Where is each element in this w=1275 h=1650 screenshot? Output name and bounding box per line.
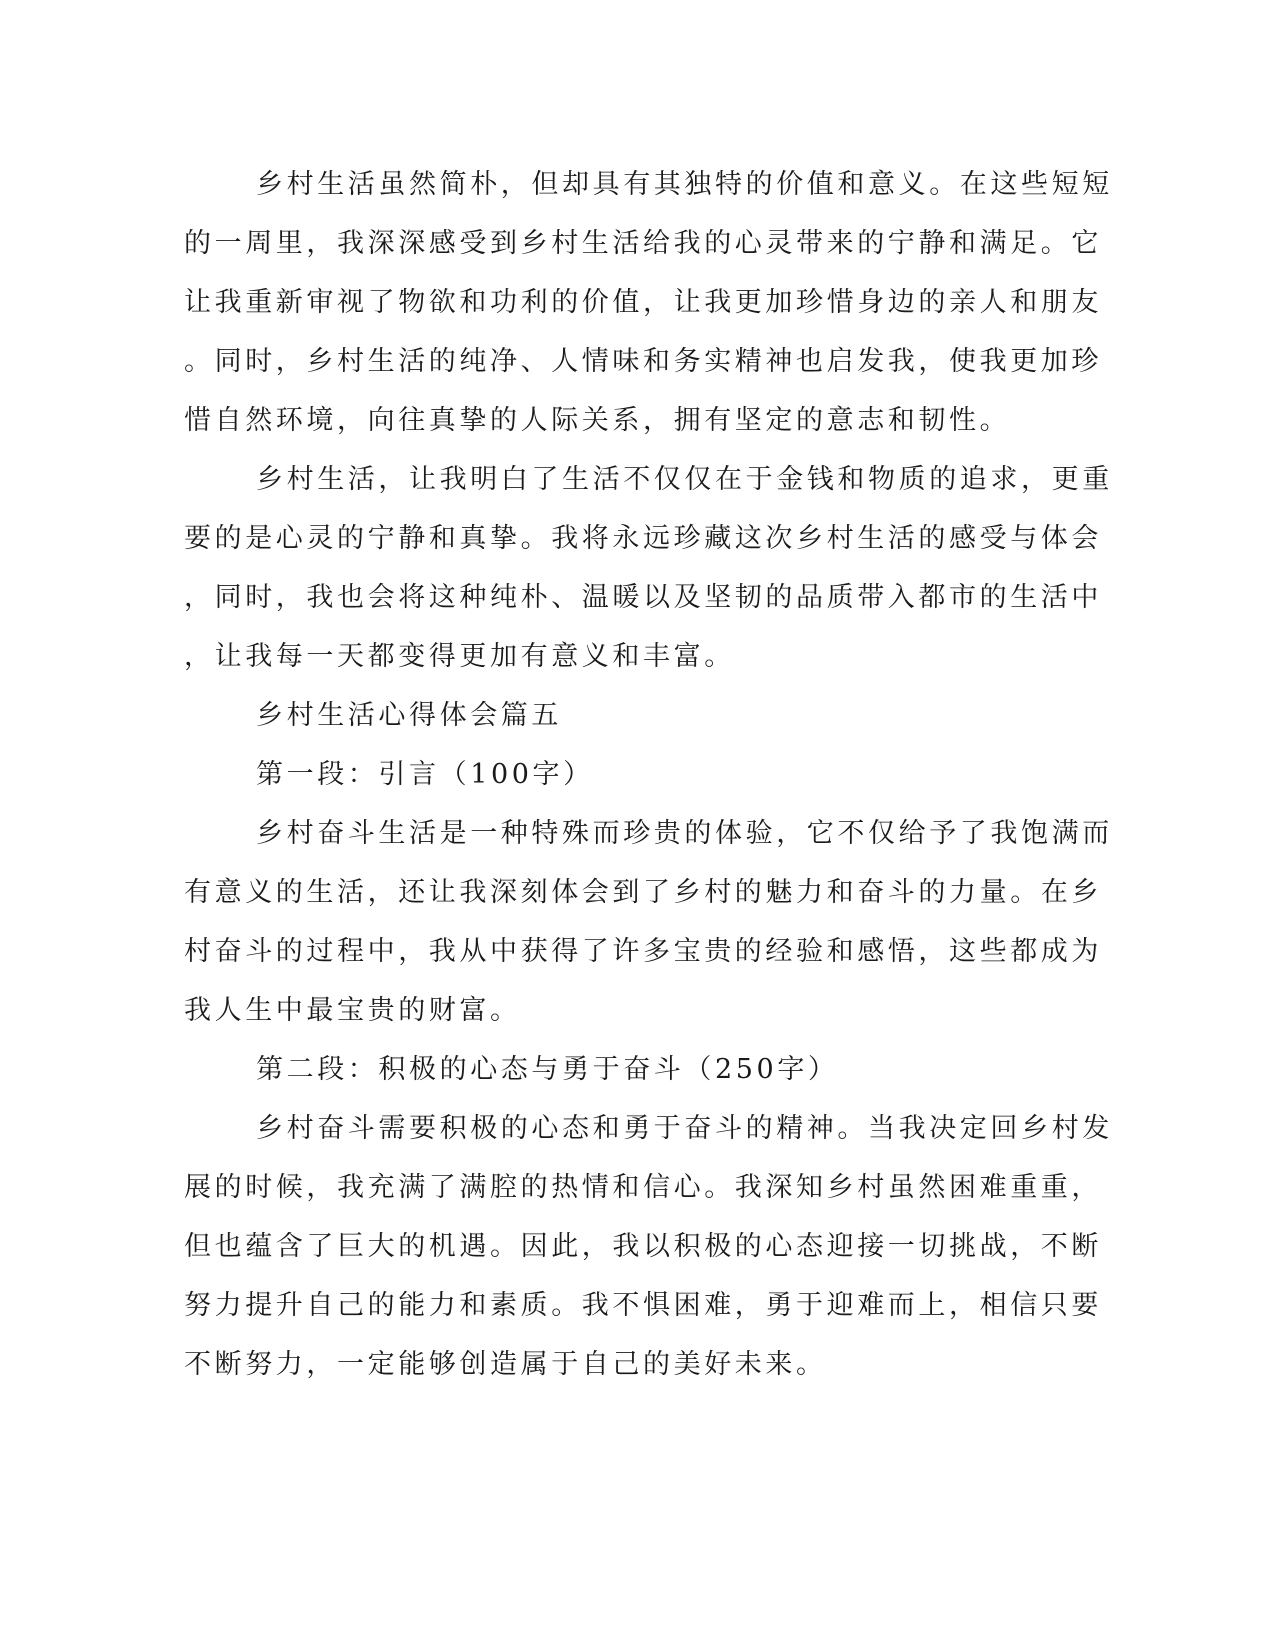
text-line: 惜自然环境，向往真挚的人际关系，拥有坚定的意志和韧性。 [184,405,1011,436]
text-line: 乡村生活虽然简朴，但却具有其独特的价值和意义。在这些短短 [256,169,1113,200]
text-line: 的一周里，我深深感受到乡村生活给我的心灵带来的宁静和满足。它 [184,228,1102,259]
text-line: 要的是心灵的宁静和真挚。我将永远珍藏这次乡村生活的感受与体会 [184,523,1102,554]
text-line: 村奋斗的过程中，我从中获得了许多宝贵的经验和感悟，这些都成为 [184,936,1102,967]
text-line: ，让我每一天都变得更加有意义和丰富。 [184,641,735,672]
text-line: 有意义的生活，还让我深刻体会到了乡村的魅力和奋斗的力量。在乡 [184,877,1102,908]
text-line: ，同时，我也会将这种纯朴、温暖以及坚韧的品质带入都市的生活中 [184,582,1102,613]
text-line: 努力提升自己的能力和素质。我不惧困难，勇于迎难而上，相信只要 [184,1290,1102,1321]
document-body [184,155,1113,1394]
section-heading: 乡村生活心得体会篇五 [256,700,562,731]
text-line: 但也蕴含了巨大的机遇。因此，我以积极的心态迎接一切挑战，不断 [184,1231,1102,1262]
paragraph-heading: 第二段：积极的心态与勇于奋斗（250字） [256,1054,839,1085]
paragraph-heading: 第一段：引言（100字） [256,759,594,790]
text-line: 乡村奋斗生活是一种特殊而珍贵的体验，它不仅给予了我饱满而 [256,818,1113,849]
text-line: 我人生中最宝贵的财富。 [184,995,521,1026]
text-line: 乡村奋斗需要积极的心态和勇于奋斗的精神。当我决定回乡村发 [256,1113,1113,1144]
text-line: 让我重新审视了物欲和功利的价值，让我更加珍惜身边的亲人和朋友 [184,287,1102,318]
text-line: 乡村生活，让我明白了生活不仅仅在于金钱和物质的追求，更重 [256,464,1113,495]
text-line: 。同时，乡村生活的纯净、人情味和务实精神也启发我，使我更加珍 [184,346,1102,377]
text-line: 展的时候，我充满了满腔的热情和信心。我深知乡村虽然困难重重， [184,1172,1102,1203]
text-line: 不断努力，一定能够创造属于自己的美好未来。 [184,1349,827,1380]
